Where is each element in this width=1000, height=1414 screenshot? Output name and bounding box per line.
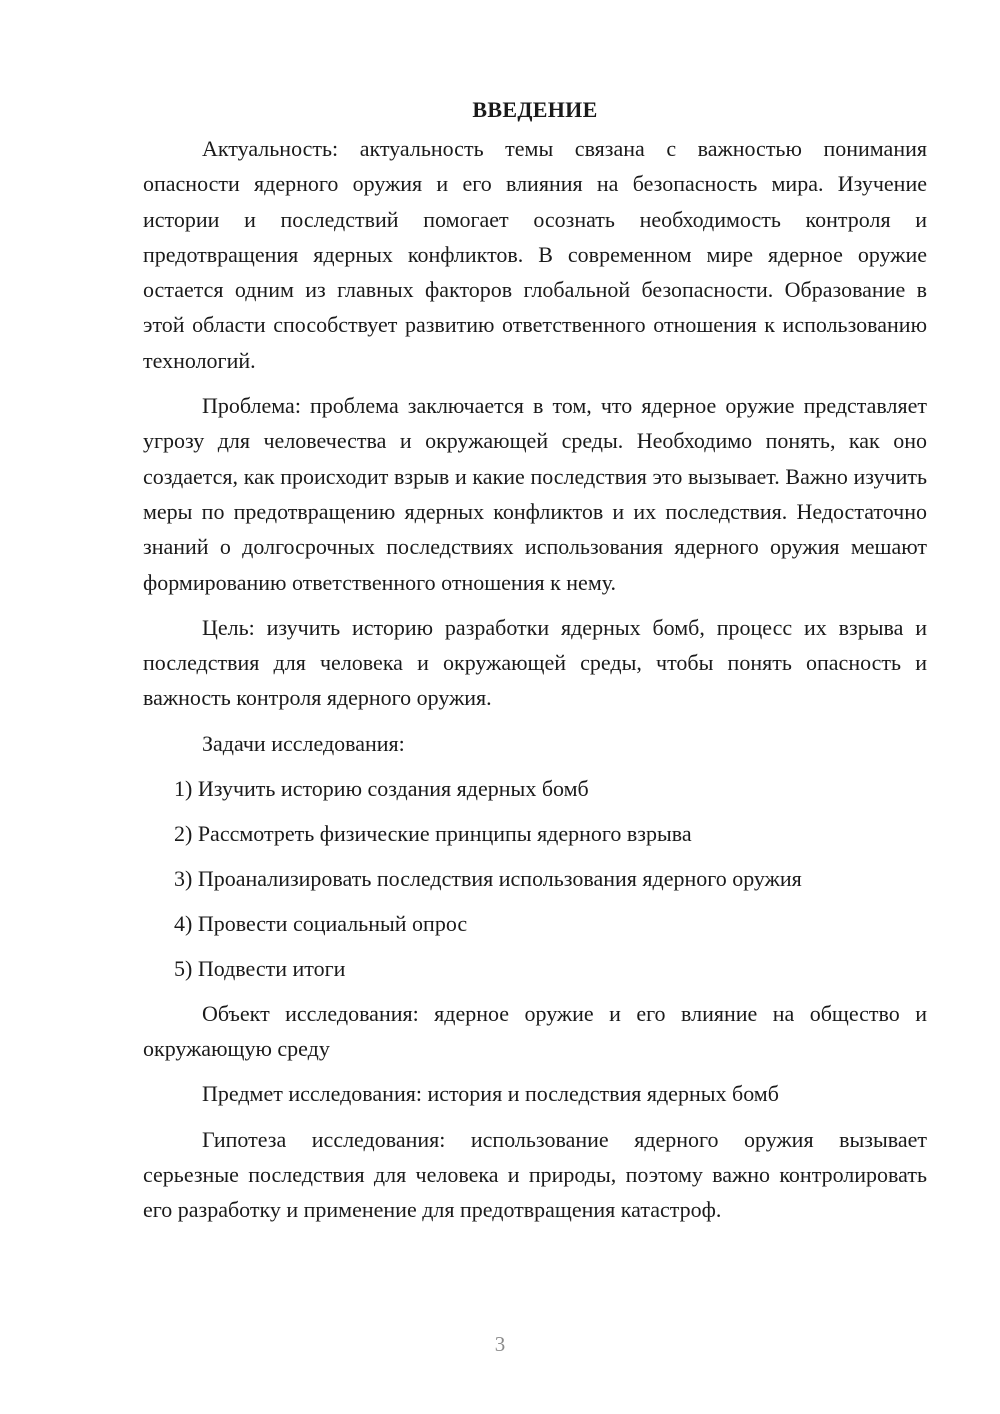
tasks-list	[143, 771, 927, 986]
tasks-heading: Задачи исследования:	[202, 730, 405, 756]
goal-paragraph: Цель: изучить историю разработки ядерных бомб, процесс их взрыва и последствия для человека и окружающей среды, чтобы понять опасность и важность контроля ядерного оружия.	[143, 614, 927, 711]
page-content	[143, 92, 927, 1238]
relevance-paragraph: Актуальность: актуальность темы связана с важностью понимания опасности ядерного оружия и его влияния на безопасность мира. Изучение истории и последствий помогает осознать необходимость контроля и предотвращения ядерных конфликтов. В современном мире ядерное оружие остается одним из главных факторов глобальной безопасности. Образование в этой области способствует развитию ответственного отношения к использованию технологий.	[143, 136, 927, 373]
task-item-3: 3) Проанализировать последствия использования ядерного оружия	[174, 865, 802, 891]
problem-paragraph: Проблема: проблема заключается в том, что ядерное оружие представляет угрозу для человечества и окружающей среды. Необходимо понять, как оно создается, как происходит взрыв и какие последствия это вызывает. Важно изучить меры по предотвращению ядерных конфликтов и их последствия. Недостаточно знаний о долгосрочных последствиях использования ядерного оружия мешают формированию ответственного отношения к нему.	[143, 393, 927, 595]
task-item-5: 5) Подвести итоги	[174, 955, 346, 981]
page-number: 3	[494, 1332, 506, 1356]
task-item-2: 2) Рассмотреть физические принципы ядерного взрыва	[174, 820, 692, 846]
task-item-4: 4) Провести социальный опрос	[174, 910, 468, 936]
hypothesis-paragraph: Гипотеза исследования: использование ядерного оружия вызывает серьезные последствия для человека и природы, поэтому важно контролировать его разработку и применение для предотвращения катастроф.	[143, 1126, 927, 1223]
object-paragraph: Объект исследования: ядерное оружие и его влияние на общество и окружающую среду	[143, 1000, 927, 1062]
page-title: ВВЕДЕНИЕ	[472, 97, 598, 122]
subject-paragraph: Предмет исследования: история и последствия ядерных бомб	[202, 1081, 779, 1107]
task-item-1: 1) Изучить историю создания ядерных бомб	[174, 775, 589, 801]
